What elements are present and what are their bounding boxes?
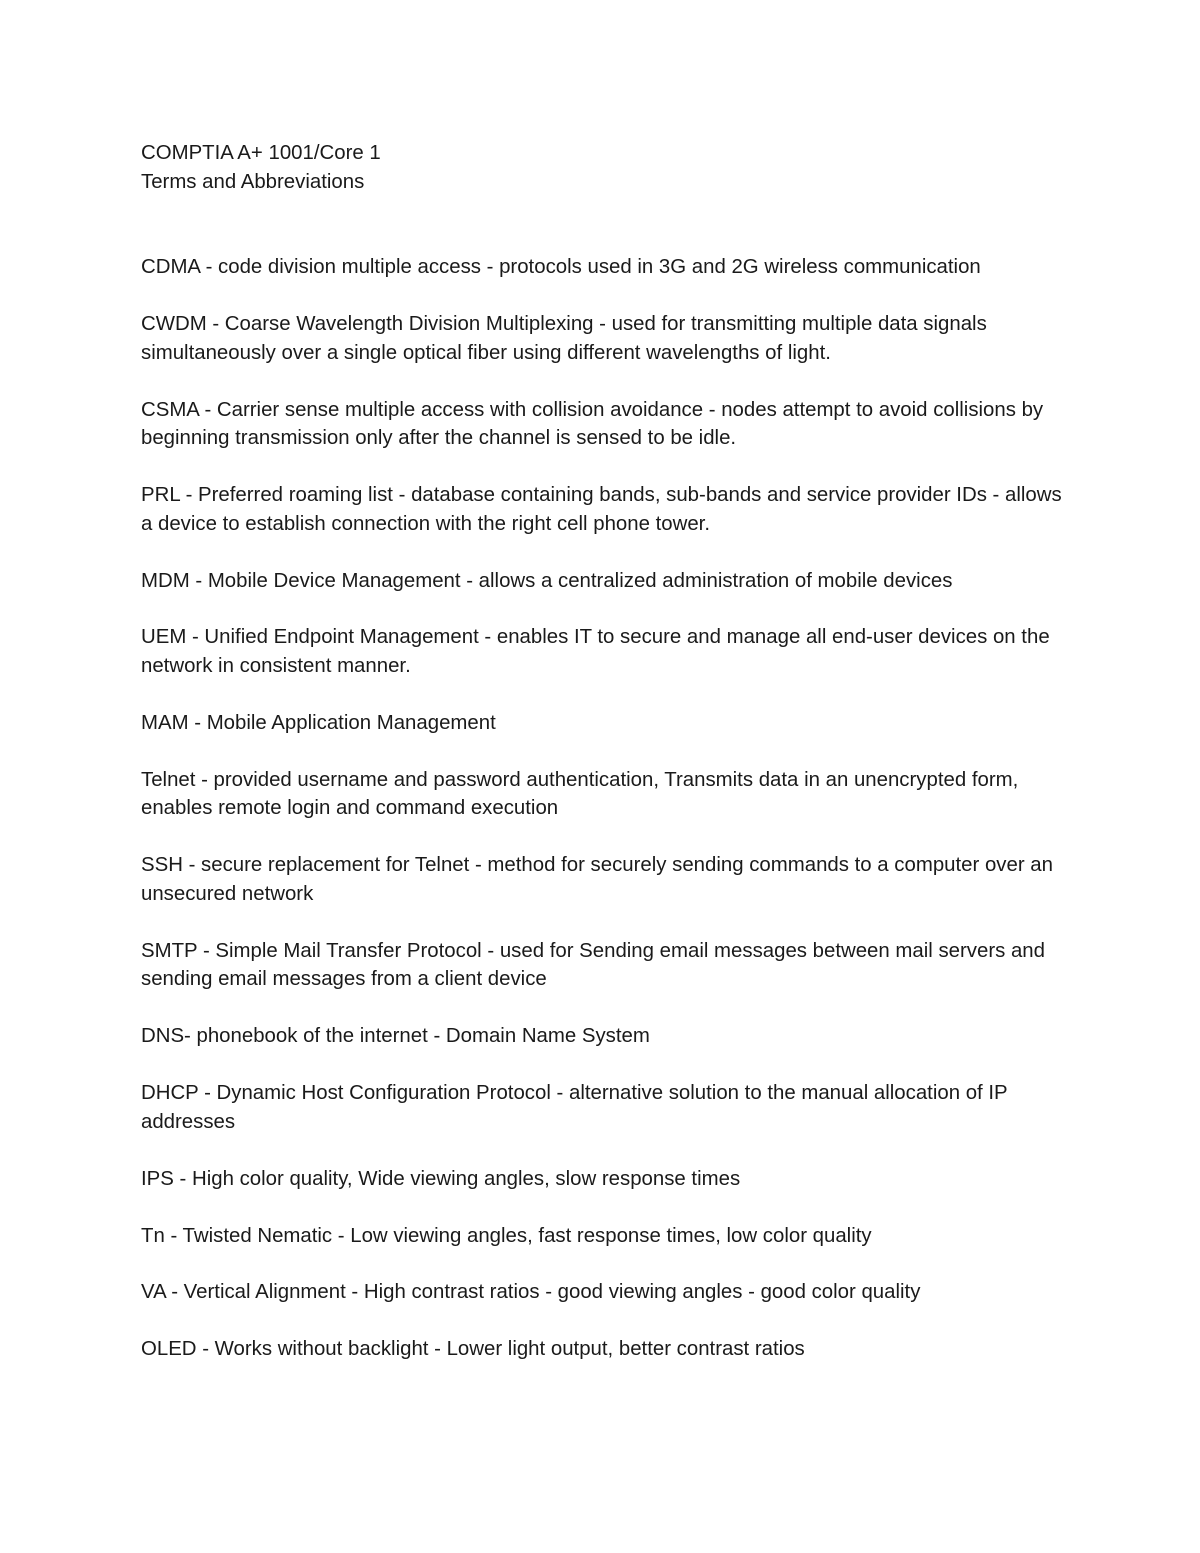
entry-dns: DNS- phonebook of the internet - Domain Name System [141,1025,650,1048]
entry-telnet: Telnet - provided username and password authentication, Transmits data in an unencrypted form, enables remote login and command execution [141,768,1019,820]
entry-smtp: SMTP - Simple Mail Transfer Protocol - used for Sending email messages between mail servers and sending email messages from a client device [141,939,1045,991]
entry-uem: UEM - Unified Endpoint Management - enables IT to secure and manage all end-user devices on the network in consistent manner. [141,626,1050,678]
entry-csma: CSMA - Carrier sense multiple access with collision avoidance - nodes attempt to avoid collisions by beginning transmission only after the channel is sensed to be idle. [141,398,1044,450]
entry-ssh: SSH - secure replacement for Telnet - method for securely sending commands to a computer over an unsecured network [141,854,1053,905]
entry-cdma: CDMA - code division multiple access - protocols used in 3G and 2G wireless communication [141,256,981,279]
entry-tn: Tn - Twisted Nematic - Low viewing angles, fast response times, low color quality [141,1224,872,1247]
title-block [141,139,1071,196]
document-title: COMPTIA A+ 1001/Core 1 [141,142,381,164]
entry-cwdm: CWDM - Coarse Wavelength Division Multiplexing - used for transmitting multiple data signals simultaneously over a single optical fiber using different wavelengths of light. [141,313,987,364]
entry-mdm: MDM - Mobile Device Management - allows a centralized administration of mobile devices [141,569,953,592]
entry-dhcp: DHCP - Dynamic Host Configuration Protocol - alternative solution to the manual allocation of IP addresses [141,1082,1008,1133]
entry-mam: MAM - Mobile Application Management [141,711,496,734]
entry-oled: OLED - Works without backlight - Lower light output, better contrast ratios [141,1338,805,1361]
document-subtitle: Terms and Abbreviations [141,170,365,193]
entry-va: VA - Vertical Alignment - High contrast ratios - good viewing angles - good color quality [141,1281,921,1304]
document-body [141,139,1071,1392]
entry-prl: PRL - Preferred roaming list - database containing bands, sub-bands and service provider IDs - allows a device to establish connection with the right cell phone tower. [141,484,1062,535]
entry-ips: IPS - High color quality, Wide viewing angles, slow response times [141,1167,741,1190]
